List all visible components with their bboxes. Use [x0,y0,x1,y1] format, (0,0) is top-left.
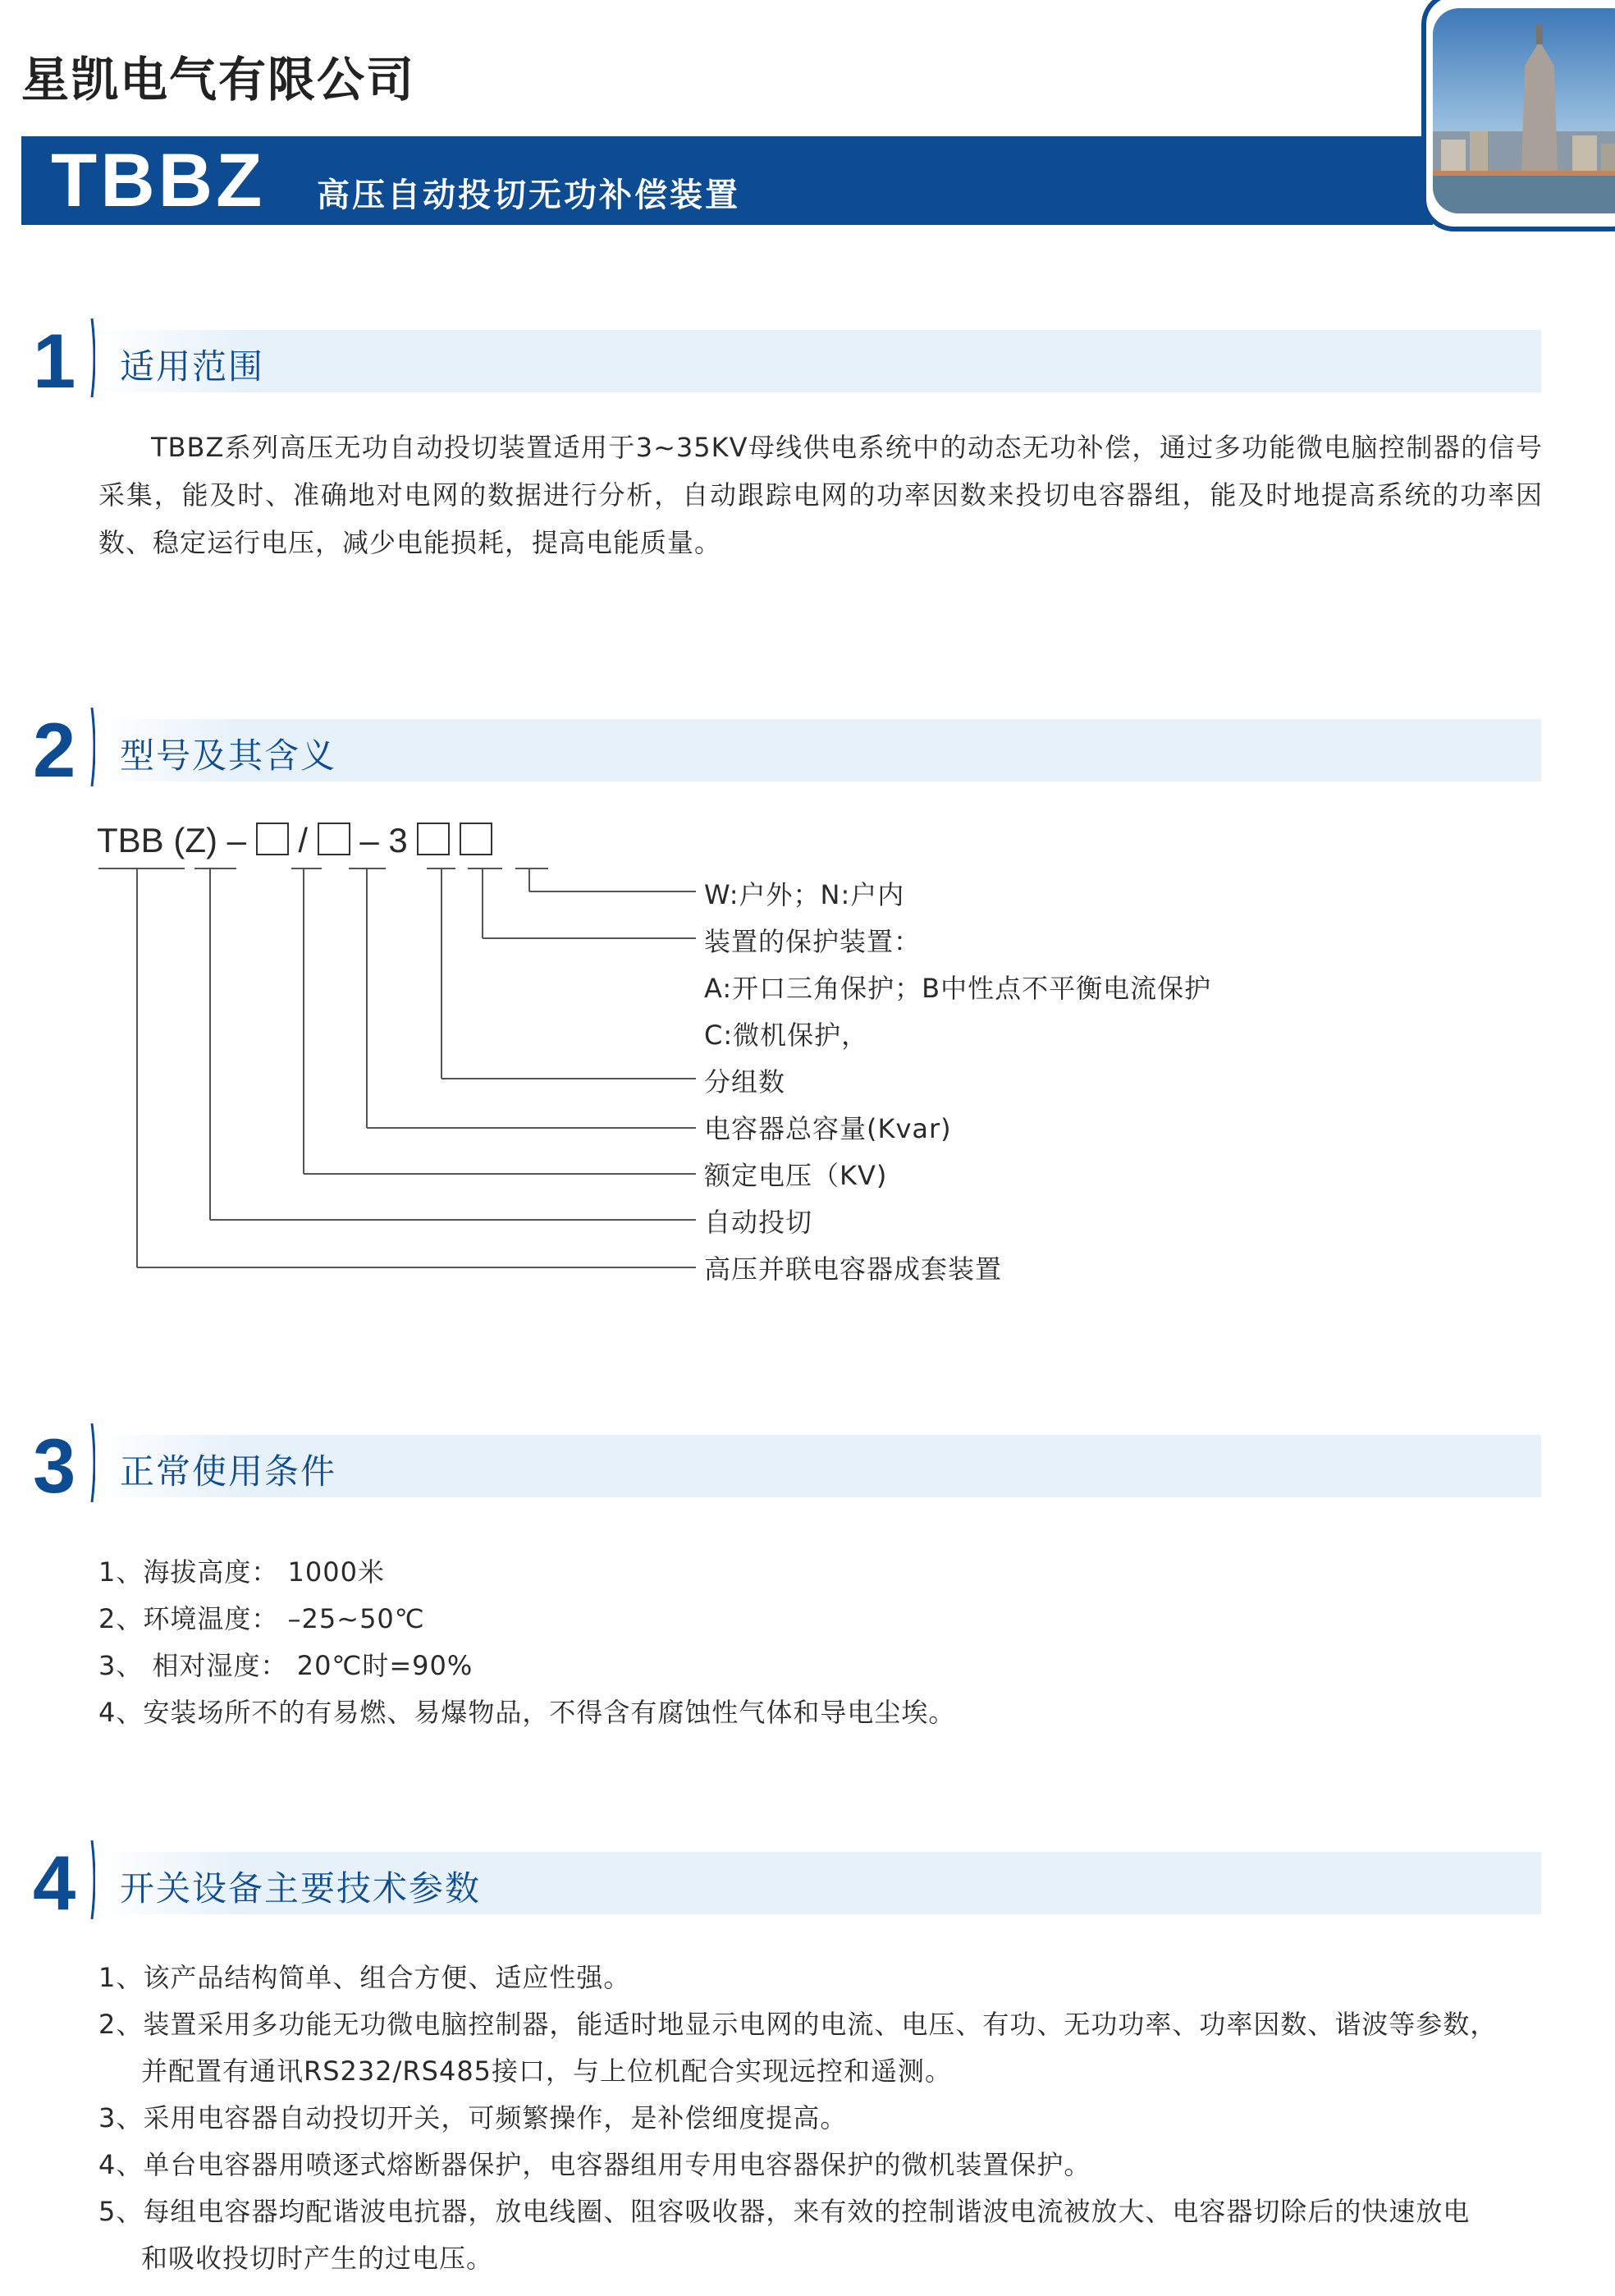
model-three: 3 [388,821,408,859]
model-z: (Z) [173,821,217,859]
model-dash: – [359,821,379,859]
parameter-item: 1、该产品结构简单、组合方便、适应性强。 [98,1962,631,1993]
parameter-item-continuation: 并配置有通讯RS232/RS485接口，与上位机配合实现远控和遥测。 [141,2055,953,2087]
model-label: 装置的保护装置： [704,926,922,957]
model-prefix: TBB [97,821,164,859]
condition-item: 3、 相对湿度： 20℃时=90% [98,1650,474,1681]
model-label: C:微机保护， [704,1020,869,1051]
product-code: TBBZ [51,139,266,222]
model-label: 电容器总容量(Kvar) [704,1113,952,1144]
section-bracket-icon [90,1840,95,1919]
parameter-item-continuation: 和吸收投切时产生的过电压。 [141,2243,494,2274]
section-number: 1 [33,318,76,404]
section-bracket-icon [90,1423,95,1502]
section-title: 适用范围 [120,346,265,387]
paragraph-text: TBBZ系列高压无功自动投切装置适用于3~35KV母线供电系统中的动态无功补偿，通过多功能微电脑控制器的信号采集，能及时、准确地对电网的数据进行分析，自动跟踪电网的功率因数来投切电容器组，能及时地提高系统的功率因数、稳定运行电压，减少电能损耗，提高电能质量。 [98,432,1543,558]
model-label: 分组数 [704,1066,786,1098]
condition-item: 4、安装场所不的有易燃、易爆物品，不得含有腐蚀性气体和导电尘埃。 [98,1697,956,1728]
parameter-item: 4、单台电容器用喷逐式熔断器保护，电容器组用专用电容器保护的微机装置保护。 [98,2149,1091,2180]
model-label: 额定电压（KV) [704,1160,888,1191]
parameter-item: 5、每组电容器均配谐波电抗器，放电线圈、阻容吸收器，来有效的控制谐波电流被放大、电容器切除后的快速放电 [98,2196,1471,2227]
condition-item: 1、海拔高度： 1000米 [98,1556,385,1588]
model-label: 自动投切 [704,1207,813,1238]
model-label: W:户外；N:户内 [704,879,905,910]
section-number: 4 [33,1840,76,1926]
model-slash: / [298,821,309,859]
section-title: 开关设备主要技术参数 [120,1868,482,1909]
model-label: A:开口三角保护；B中性点不平衡电流保护 [704,973,1212,1004]
parameter-item: 2、装置采用多功能无功微电脑控制器，能适时地显示电网的电流、电压、有功、无功功率、功率因数、谐波等参数， [98,2009,1498,2040]
section-title: 正常使用条件 [120,1451,337,1492]
section-title: 型号及其含义 [120,736,337,776]
section-number: 3 [33,1423,76,1509]
company-name: 星凯电气有限公司 [21,52,416,108]
model-dash: – [226,821,247,859]
product-title: 高压自动投切无功补偿装置 [317,176,740,214]
parameter-item: 3、采用电容器自动投切开关，可频繁操作，是补偿细度提高。 [98,2102,848,2133]
section-number: 2 [33,707,76,793]
condition-item: 2、环境温度： –25~50℃ [98,1603,425,1634]
model-label: 高压并联电容器成套装置 [704,1253,1003,1285]
